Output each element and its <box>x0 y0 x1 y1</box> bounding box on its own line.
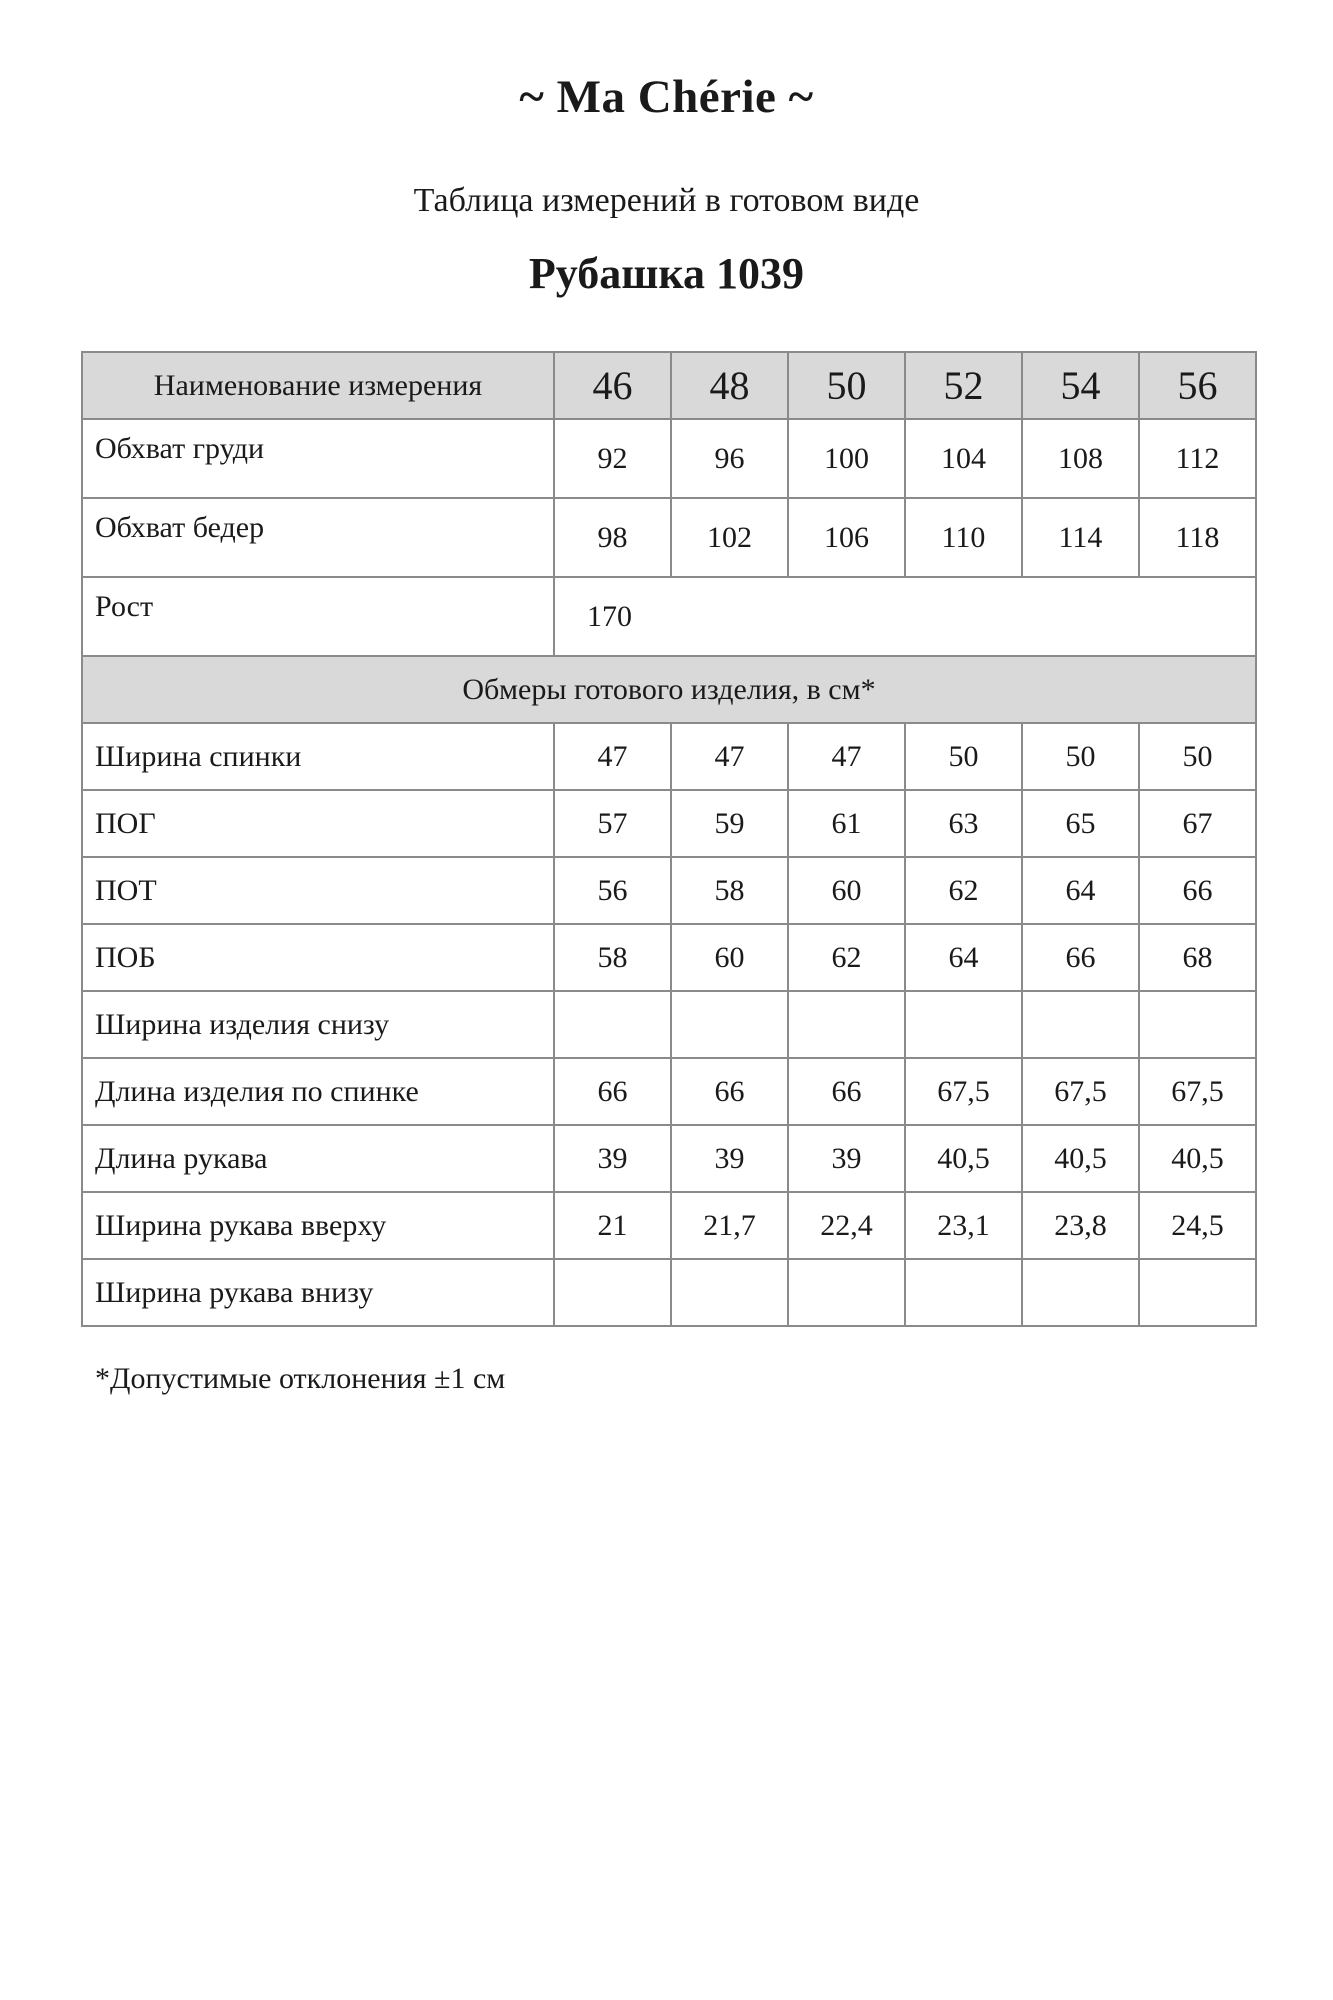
table-cell: 61 <box>788 790 905 857</box>
table-cell: 65 <box>1022 790 1139 857</box>
row-label: ПОБ <box>82 924 554 991</box>
table-row <box>82 1058 1256 1125</box>
table-cell: 40,5 <box>905 1125 1022 1192</box>
table-cell: 67,5 <box>1022 1058 1139 1125</box>
row-label: Длина рукава <box>82 1125 554 1192</box>
table-cell: 110 <box>905 498 1022 577</box>
table-cell: 23,8 <box>1022 1192 1139 1259</box>
table-cell: 39 <box>671 1125 788 1192</box>
table-row <box>82 991 1256 1058</box>
table-cell <box>554 1259 671 1326</box>
table-cell: 56 <box>554 857 671 924</box>
product-title: Рубашка 1039 <box>528 249 805 298</box>
row-label: Ширина изделия снизу <box>82 991 554 1058</box>
height-value: 170 <box>554 577 1256 656</box>
table-row-height <box>82 577 1256 656</box>
size-header: 50 <box>788 352 905 419</box>
table-row <box>82 419 1256 498</box>
row-label: Ширина спинки <box>82 723 554 790</box>
table-cell <box>1022 1259 1139 1326</box>
table-cell: 62 <box>788 924 905 991</box>
table-cell: 67,5 <box>1139 1058 1256 1125</box>
table-header-row <box>82 352 1256 419</box>
table-cell: 39 <box>554 1125 671 1192</box>
table-cell: 39 <box>788 1125 905 1192</box>
table-cell: 104 <box>905 419 1022 498</box>
table-cell: 50 <box>1139 723 1256 790</box>
table-row <box>82 790 1256 857</box>
size-header: 46 <box>554 352 671 419</box>
table-cell: 63 <box>905 790 1022 857</box>
table-cell: 66 <box>671 1058 788 1125</box>
size-header: 56 <box>1139 352 1256 419</box>
row-label: Ширина рукава вверху <box>82 1192 554 1259</box>
row-label: Ширина рукава внизу <box>82 1259 554 1326</box>
table-cell: 64 <box>1022 857 1139 924</box>
table-cell: 66 <box>1022 924 1139 991</box>
table-row <box>82 857 1256 924</box>
table-cell <box>788 991 905 1058</box>
table-cell: 58 <box>671 857 788 924</box>
table-cell: 66 <box>788 1058 905 1125</box>
page-subtitle: Таблица измерений в готовом виде <box>413 182 920 219</box>
table-cell: 62 <box>905 857 1022 924</box>
table-cell: 47 <box>671 723 788 790</box>
size-header: 48 <box>671 352 788 419</box>
table-cell: 98 <box>554 498 671 577</box>
header-label: Наименование измерения <box>82 352 554 419</box>
row-label: ПОГ <box>82 790 554 857</box>
table-cell: 57 <box>554 790 671 857</box>
table-cell: 47 <box>788 723 905 790</box>
row-label: Рост <box>82 577 554 656</box>
table-cell: 22,4 <box>788 1192 905 1259</box>
table-cell <box>671 991 788 1058</box>
table-cell: 102 <box>671 498 788 577</box>
table-cell: 60 <box>788 857 905 924</box>
row-label: ПОТ <box>82 857 554 924</box>
table-row <box>82 1259 1256 1326</box>
table-cell: 66 <box>1139 857 1256 924</box>
table-cell: 67 <box>1139 790 1256 857</box>
table-row <box>82 1192 1256 1259</box>
table-cell: 92 <box>554 419 671 498</box>
table-cell: 112 <box>1139 419 1256 498</box>
size-header: 54 <box>1022 352 1139 419</box>
table-cell: 106 <box>788 498 905 577</box>
table-cell: 114 <box>1022 498 1139 577</box>
brand-title: ~ Ma Chérie ~ <box>519 71 814 123</box>
table-cell <box>905 1259 1022 1326</box>
section-title: Обмеры готового изделия, в см* <box>82 656 1256 723</box>
table-cell <box>671 1259 788 1326</box>
table-row <box>82 924 1256 991</box>
table-cell: 100 <box>788 419 905 498</box>
table-cell: 50 <box>905 723 1022 790</box>
table-cell: 108 <box>1022 419 1139 498</box>
table-cell: 40,5 <box>1022 1125 1139 1192</box>
size-table <box>81 351 1257 1327</box>
table-cell: 47 <box>554 723 671 790</box>
table-cell: 21 <box>554 1192 671 1259</box>
table-cell <box>554 991 671 1058</box>
table-cell: 21,7 <box>671 1192 788 1259</box>
table-cell: 59 <box>671 790 788 857</box>
table-cell: 24,5 <box>1139 1192 1256 1259</box>
table-cell: 66 <box>554 1058 671 1125</box>
table-cell <box>1139 991 1256 1058</box>
section-header-row <box>82 656 1256 723</box>
table-cell: 67,5 <box>905 1058 1022 1125</box>
table-cell: 58 <box>554 924 671 991</box>
table-cell: 68 <box>1139 924 1256 991</box>
row-label: Обхват груди <box>82 419 554 498</box>
table-cell <box>788 1259 905 1326</box>
row-label: Длина изделия по спинке <box>82 1058 554 1125</box>
table-cell: 96 <box>671 419 788 498</box>
table-row <box>82 498 1256 577</box>
table-cell: 64 <box>905 924 1022 991</box>
table-cell <box>1022 991 1139 1058</box>
table-row <box>82 723 1256 790</box>
table-cell <box>905 991 1022 1058</box>
size-header: 52 <box>905 352 1022 419</box>
table-row <box>82 1125 1256 1192</box>
table-cell: 50 <box>1022 723 1139 790</box>
table-cell: 40,5 <box>1139 1125 1256 1192</box>
footnote: *Допустимые отклонения ±1 см <box>95 1362 506 1395</box>
row-label: Обхват бедер <box>82 498 554 577</box>
table-cell <box>1139 1259 1256 1326</box>
table-cell: 118 <box>1139 498 1256 577</box>
table-cell: 23,1 <box>905 1192 1022 1259</box>
table-cell: 60 <box>671 924 788 991</box>
